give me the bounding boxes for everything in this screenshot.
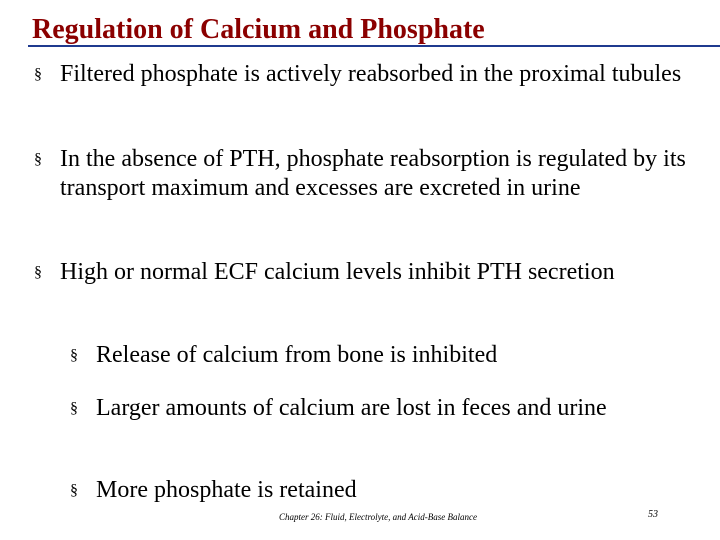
- sub-bullet-item: [72, 394, 686, 423]
- bullet-item: [36, 145, 710, 203]
- slide-title: Regulation of Calcium and Phosphate: [32, 14, 485, 45]
- bullet-item: [36, 60, 710, 89]
- page-number: 53: [648, 509, 658, 520]
- bullet-marker: §: [34, 151, 42, 168]
- bullet-text: In the absence of PTH, phosphate reabsorption is regulated by its transport maximum and excesses are excreted in urine: [60, 146, 686, 201]
- sub-bullet-marker: §: [70, 400, 78, 417]
- sub-bullet-item: [72, 476, 686, 505]
- title-underline: [28, 45, 720, 47]
- sub-bullet-marker: §: [70, 347, 78, 364]
- bullet-text: Filtered phosphate is actively reabsorbed in the proximal tubules: [60, 61, 682, 87]
- sub-bullet-item: [72, 341, 686, 370]
- sub-bullet-text: Release of calcium from bone is inhibited: [96, 342, 498, 368]
- footer-chapter: Chapter 26: Fluid, Electrolyte, and Acid-Base Balance: [279, 512, 477, 522]
- bullet-marker: §: [34, 264, 42, 281]
- sub-bullet-text: More phosphate is retained: [96, 477, 357, 503]
- bullet-item: [36, 258, 710, 287]
- bullet-text: High or normal ECF calcium levels inhibit PTH secretion: [60, 259, 615, 285]
- bullet-marker: §: [34, 66, 42, 83]
- sub-bullet-text: Larger amounts of calcium are lost in feces and urine: [96, 395, 607, 421]
- sub-bullet-marker: §: [70, 482, 78, 499]
